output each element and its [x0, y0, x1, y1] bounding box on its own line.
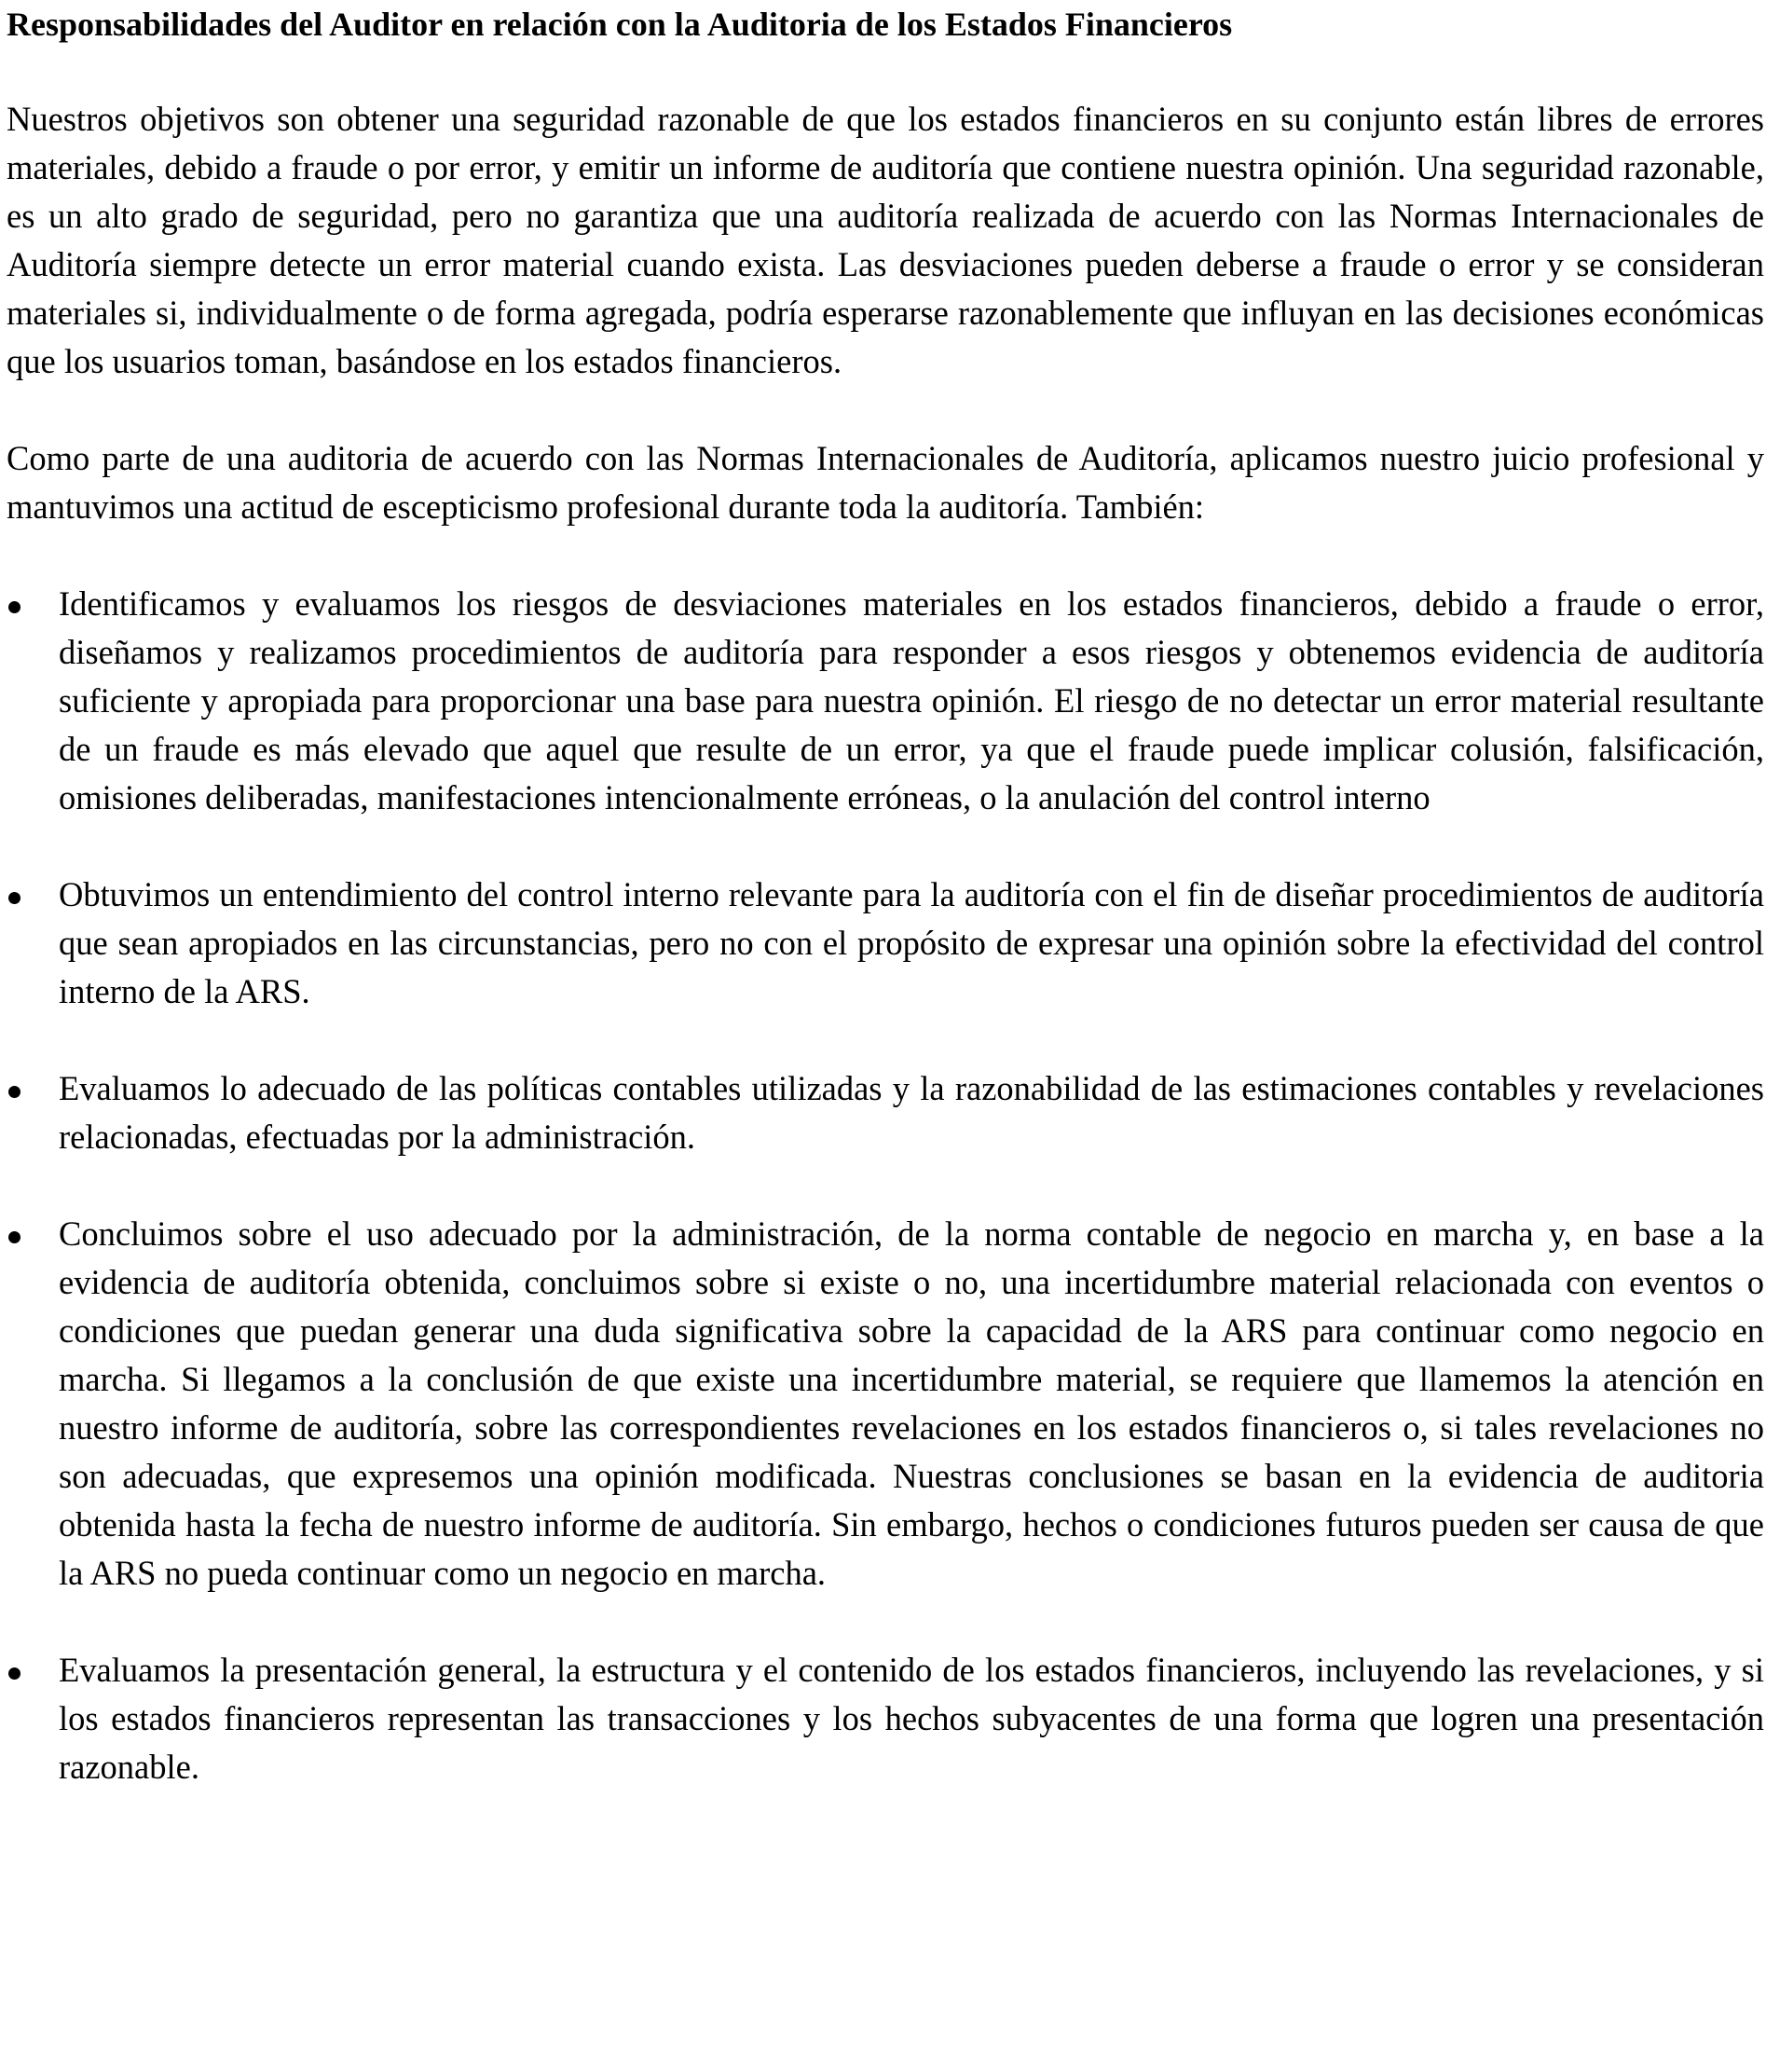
list-item-text: Evaluamos lo adecuado de las políticas contables utilizadas y la razonabilidad de las estimaciones contables y revelaciones relacionadas, efectuadas por la administración.: [59, 1069, 1764, 1156]
list-item: [7, 871, 1764, 1016]
bullet-icon: [7, 1064, 44, 1113]
bullet-icon: [7, 1210, 44, 1258]
list-item-text: Evaluamos la presentación general, la estructura y el contenido de los estados financieros, incluyendo las revelaciones, y si los estados financieros representan las transacciones y los hechos subyacentes de una forma que logren una presentación razonable.: [59, 1651, 1764, 1786]
audit-approach-paragraph: Como parte de una auditoria de acuerdo con las Normas Internacionales de Auditoría, aplicamos nuestro juicio profesional y mantuvimos una actitud de escepticismo profesional durante toda la auditoría. También:: [7, 439, 1764, 526]
responsibilities-list: [7, 580, 1764, 1791]
bullet-icon: [7, 580, 44, 628]
list-item-text: Obtuvimos un entendimiento del control interno relevante para la auditoría con el fin de diseñar procedimientos de auditoría que sean apropiados en las circunstancias, pero no con el propósito de expresar una opinión sobre la efectividad del control interno de la ARS.: [59, 875, 1764, 1010]
list-item-text: Concluimos sobre el uso adecuado por la administración, de la norma contable de negocio en marcha y, en base a la evidencia de auditoría obtenida, concluimos sobre si existe o no, una incertidumbre material relacionada con eventos o condiciones que puedan generar una duda significativa sobre la capacidad de la ARS para continuar como negocio en marcha. Si llegamos a la conclusión de que existe una incertidumbre material, se requiere que llamemos la atención en nuestro informe de auditoría, sobre las correspondientes revelaciones en los estados financieros o, si tales revelaciones no son adecuadas, que expresemos una opinión modificada. Nuestras conclusiones se basan en la evidencia de auditoria obtenida hasta la fecha de nuestro informe de auditoría. Sin embargo, hechos o condiciones futuros pueden ser causa de que la ARS no pueda continuar como un negocio en marcha.: [59, 1214, 1764, 1592]
bullet-icon: [7, 1646, 44, 1695]
list-item: [7, 1646, 1764, 1791]
objectives-paragraph: Nuestros objetivos son obtener una seguridad razonable de que los estados financieros en su conjunto están libres de errores materiales, debido a fraude o por error, y emitir un informe de auditoría que contiene nuestra opinión. Una seguridad razonable, es un alto grado de seguridad, pero no garantiza que una auditoría realizada de acuerdo con las Normas Internacionales de Auditoría siempre detecte un error material cuando exista. Las desviaciones pueden deberse a fraude o error y se consideran materiales si, individualmente o de forma agregada, podría esperarse razonablemente que influyan en las decisiones económicas que los usuarios toman, basándose en los estados financieros.: [7, 100, 1764, 380]
list-item-text: Identificamos y evaluamos los riesgos de desviaciones materiales en los estados financieros, debido a fraude o error, diseñamos y realizamos procedimientos de auditoría para responder a esos riesgos y obtenemos evidencia de auditoría suficiente y apropiada para proporcionar una base para nuestra opinión. El riesgo de no detectar un error material resultante de un fraude es más elevado que aquel que resulte de un error, ya que el fraude puede implicar colusión, falsificación, omisiones deliberadas, manifestaciones intencionalmente erróneas, o la anulación del control interno: [59, 584, 1764, 816]
list-item: [7, 1210, 1764, 1598]
document-page: [7, 4, 1764, 1840]
bullet-icon: [7, 871, 44, 919]
list-item: [7, 1064, 1764, 1161]
list-item: [7, 580, 1764, 822]
section-heading: Responsabilidades del Auditor en relación con la Auditoria de los Estados Financieros: [7, 6, 1233, 43]
